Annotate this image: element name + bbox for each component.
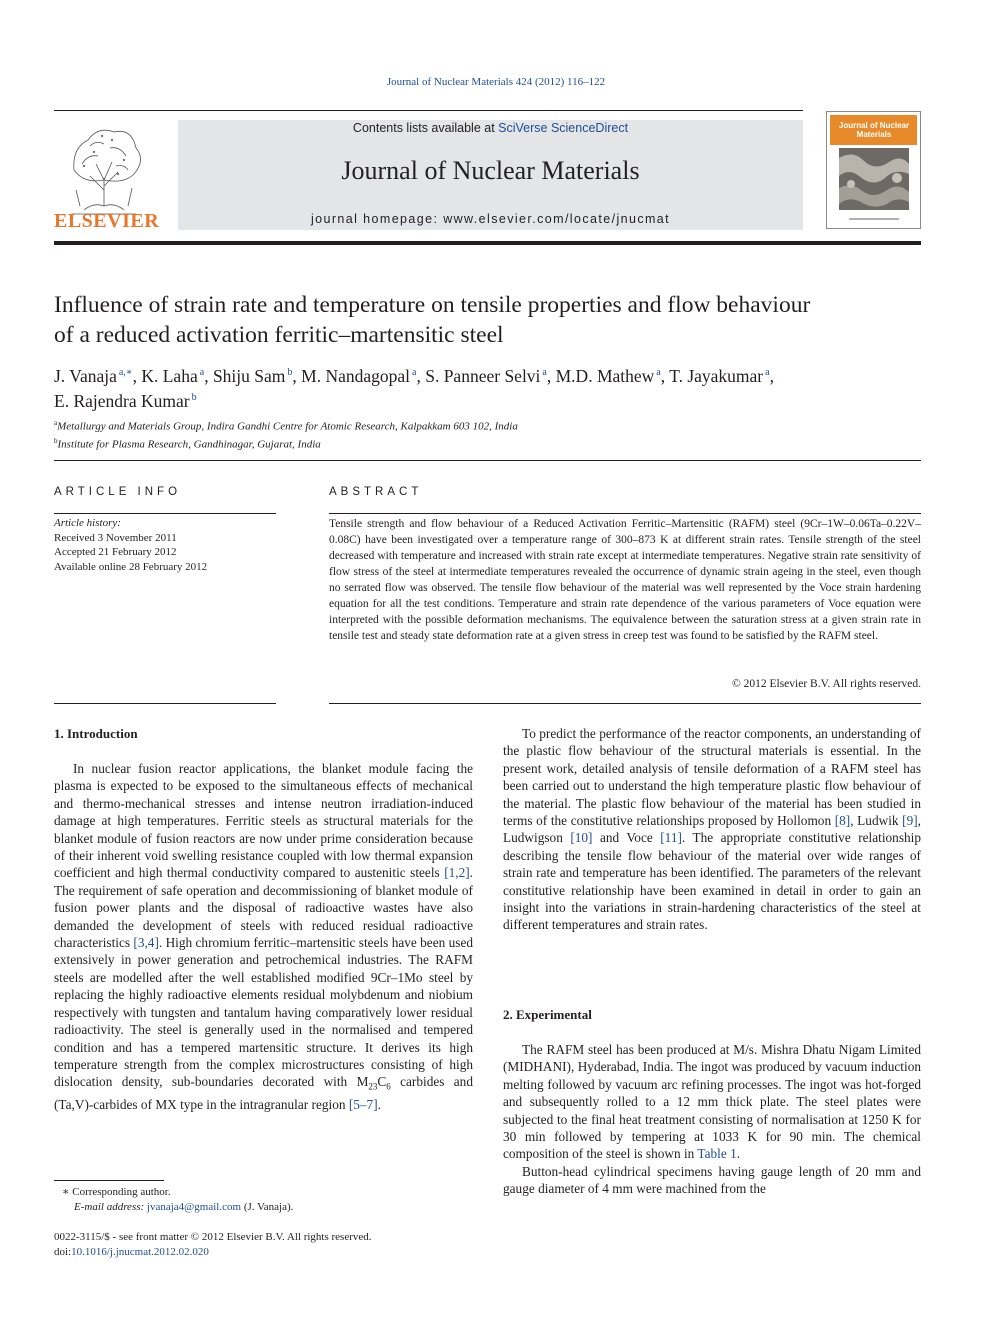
received-date: Received 3 November 2011 bbox=[54, 531, 177, 544]
contents-line bbox=[178, 121, 803, 135]
header-thick-rule bbox=[54, 241, 921, 245]
article-history bbox=[54, 516, 276, 574]
reference-link[interactable]: [9] bbox=[902, 813, 918, 829]
reference-link[interactable]: [11] bbox=[660, 830, 682, 846]
text-run: . The appropriate constitutive relationship describing the tensile flow behaviour of the material over wide ranges of strain rate and temperature has been identified. The parameters of the relevant constitutive relationship have been examined in detail in order to gain an insight into the variations in strain-hardening characteristics of the steel at different temperatures and strain rates. bbox=[503, 830, 921, 933]
email-suffix: (J. Vanaja). bbox=[241, 1201, 294, 1213]
cover-micrograph-image bbox=[839, 148, 909, 210]
text-run: . bbox=[377, 1097, 381, 1113]
doi-line bbox=[54, 1245, 504, 1260]
cover-title: Journal of Nuclear Materials bbox=[838, 121, 910, 139]
author-name[interactable]: J. Vanaja bbox=[54, 365, 117, 386]
affiliation-text: Metallurgy and Materials Group, Indira Gandhi Centre for Atomic Research, Kalpakkam 603 102, India bbox=[57, 420, 518, 433]
author-separator: , bbox=[660, 365, 670, 386]
journal-citation[interactable]: Journal of Nuclear Materials 424 (2012) 116–122 bbox=[386, 76, 606, 88]
text-run: The RAFM steel has been produced at M/s. Mishra Dhatu Nigam Limited (MIDHANI), Hyderabad, India. The ingot was produced by vacuum induction melting followed by vacuum arc refining processes. The ingot was hot-forged and subsequently rolled to a 12 mm thick plate. The steel plates were subjected to the final heat treatment consisting of normalisation at 1250 K for 30 min followed by tempering at 1033 K for 90 min. The chemical composition of the steel is shown in bbox=[503, 1042, 921, 1162]
author-separator: , bbox=[769, 365, 774, 386]
journal-title: Journal of Nuclear Materials bbox=[341, 156, 640, 185]
email-link[interactable]: jvanaja4@gmail.com bbox=[146, 1201, 242, 1213]
intro-paragraph-1 bbox=[54, 760, 473, 1114]
footnote-rule bbox=[54, 1180, 164, 1181]
introduction-body-continued bbox=[503, 725, 921, 934]
footnote bbox=[62, 1185, 472, 1215]
author-separator: , bbox=[546, 365, 556, 386]
accepted-date: Accepted 21 February 2012 bbox=[54, 546, 177, 558]
author-affiliation-marker[interactable]: a bbox=[542, 367, 547, 378]
text-run: carbides and (Ta,V)-carbides of MX type in the intragranular region bbox=[54, 1074, 473, 1113]
affiliation-b bbox=[54, 434, 924, 452]
text-run: . The requirement of safe operation and decommissioning of blanket module of fusion power plants and the disposal of radioactive wastes have also demanded the development of steels with reduced residual radioactive characteristics bbox=[54, 865, 473, 951]
abstract-bottom-rule bbox=[329, 703, 921, 704]
header-rule bbox=[54, 110, 803, 111]
email-line bbox=[62, 1200, 472, 1215]
article-title bbox=[54, 290, 934, 350]
author-name[interactable]: M. Nandagopal bbox=[301, 365, 411, 386]
author-name[interactable]: T. Jayakumar bbox=[669, 365, 764, 386]
author-name[interactable]: S. Panneer Selvi bbox=[425, 365, 541, 386]
text-run: C bbox=[377, 1074, 387, 1090]
text-run: To predict the performance of the reactor components, an understanding of the plastic flow behaviour of the structural materials is essential. In the present work, detailed analysis of tensile deformation of a RAFM steel has been carried out to understand the high temperature plastic flow behaviour of the material. The plastic flow behaviour of the material has been studied in terms of the constitutive relationships proposed by Hollomon bbox=[503, 726, 921, 829]
author-affiliation-marker[interactable]: b bbox=[191, 391, 197, 403]
affiliation-rule bbox=[54, 460, 921, 461]
text-run: and Voce bbox=[592, 830, 661, 846]
experimental-paragraph-2: Button-head cylindrical specimens having gauge length of 20 mm and gauge diameter of 4 mm were machined from the bbox=[503, 1163, 921, 1197]
doi-link[interactable]: 10.1016/j.jnucmat.2012.02.020 bbox=[71, 1246, 209, 1258]
author-separator: , bbox=[132, 365, 142, 386]
reference-link[interactable]: [10] bbox=[570, 830, 593, 846]
author-name[interactable]: Shiju Sam bbox=[212, 365, 286, 386]
subscript: 6 bbox=[386, 1081, 391, 1092]
intro-paragraph-2 bbox=[503, 725, 921, 934]
title-line-2: of a reduced activation ferritic–martensitic steel bbox=[54, 322, 504, 348]
affiliation-a bbox=[54, 416, 924, 434]
doi-label: doi: bbox=[54, 1246, 72, 1258]
author-affiliation-marker[interactable]: a bbox=[656, 367, 661, 378]
reference-link[interactable]: [3,4] bbox=[133, 935, 159, 951]
author-name[interactable]: M.D. Mathew bbox=[555, 365, 655, 386]
experimental-heading: 2. Experimental bbox=[503, 1007, 592, 1022]
author-affiliation-marker[interactable]: a,∗ bbox=[118, 367, 133, 378]
issn-line: 0022-3115/$ - see front matter © 2012 Elsevier B.V. All rights reserved. bbox=[54, 1231, 372, 1243]
contents-prefix: Contents lists available at bbox=[352, 121, 499, 135]
email-label: E-mail address: bbox=[74, 1201, 147, 1213]
front-matter bbox=[54, 1230, 504, 1260]
experimental-paragraph-1 bbox=[503, 1041, 921, 1163]
info-bottom-rule bbox=[54, 703, 276, 704]
affiliation-text: Institute for Plasma Research, Gandhinagar, Gujarat, India bbox=[57, 438, 321, 451]
reference-link[interactable]: [5–7] bbox=[348, 1097, 378, 1113]
reference-link[interactable]: [8] bbox=[834, 813, 851, 829]
experimental-body bbox=[503, 1041, 921, 1198]
author-affiliation-marker[interactable]: a bbox=[199, 367, 205, 378]
author-affiliation-marker[interactable]: a bbox=[765, 367, 770, 378]
journal-homepage[interactable]: journal homepage: www.elsevier.com/locate/jnucmat bbox=[310, 212, 671, 226]
author-separator: , bbox=[292, 365, 302, 386]
text-run: . High chromium ferritic–martensitic steels have been used extensively in power generation and petrochemical industries. The RAFM steels are modelled after the well established modified 9Cr–1Mo steel by replacing the highly radioactive elements residual molybdenum and niobium respectively with tungsten and tantalum having comparatively lower residual radioactivity. The steel is generally used in the normalised and tempered condition and has a tempered martensitic structure. It derives its high temperature strength from the complex microstructures consisting of high dislocation density, sub-boundaries decorated with M bbox=[54, 935, 473, 1090]
author-separator: , bbox=[416, 365, 426, 386]
cover-footer-bar bbox=[849, 218, 899, 220]
history-label: Article history: bbox=[54, 517, 121, 529]
author-list bbox=[54, 362, 934, 412]
journal-cover[interactable] bbox=[826, 111, 921, 229]
article-info-heading: ARTICLE INFO bbox=[54, 486, 182, 498]
author-affiliation-marker[interactable]: a bbox=[412, 367, 417, 378]
affiliations bbox=[54, 416, 924, 451]
author-name[interactable]: K. Laha bbox=[141, 365, 198, 386]
author-affiliation-marker[interactable]: b bbox=[287, 367, 293, 378]
text-run: , Ludwik bbox=[850, 813, 903, 829]
introduction-body bbox=[54, 760, 473, 1114]
sciencedirect-link[interactable]: SciVerse ScienceDirect bbox=[498, 121, 629, 135]
text-run: In nuclear fusion reactor applications, the blanket module facing the plasma is expected to be exposed to the simultaneous effects of mechanical and thermo-mechanical stresses and intense neutron irradiation-induced damage at high temperatures. Ferritic steels as structural materials for the blanket module of fusion reactors are now under prime consideration because of their inherent void swelling resistance coupled with low thermal expansion coefficient and high thermal conductivity compared to austenitic steels bbox=[54, 761, 473, 881]
online-date: Available online 28 February 2012 bbox=[54, 560, 208, 573]
abstract-text: Tensile strength and flow behaviour of a Reduced Activation Ferritic–Martensitic (RAFM) steel (9Cr–1W–0.06Ta–0.22V–0.08C) have been investigated over a temperature range of 300–873 K at different strain rates. Tensile strength of the steel decreased with temperature and increased with strain rate except at intermediate temperatures. Negative strain rate sensitivity of flow stress of the steel at intermediate temperatures revealed the occurrence of dynamic strain ageing in the steel, even though no serrated flow was observed. The tensile flow behaviour of the material was well represented by the Voce strain hardening equation for all the test conditions. Temperature and strain rate dependence of the various parameters of Voce equation were interpreted with the possible deformation mechanisms. The equivalence between the saturation stress at a given strain rate in tensile test and steady state deformation rate at a given stress in creep test was found to be satisfied by the RAFM steel. bbox=[329, 518, 921, 642]
reference-link[interactable]: [1,2] bbox=[444, 865, 470, 881]
author-separator: , bbox=[204, 365, 213, 386]
affiliation-marker: b bbox=[54, 436, 58, 445]
text-run: , Ludwigson bbox=[503, 813, 921, 846]
elsevier-wordmark: ELSEVIER bbox=[54, 210, 160, 232]
table-reference-link[interactable]: Table 1 bbox=[697, 1146, 737, 1162]
title-line-1: Influence of strain rate and temperature on tensile properties and flow behaviour bbox=[54, 292, 811, 318]
article-info-rule bbox=[54, 513, 276, 514]
abstract-heading: ABSTRACT bbox=[329, 486, 423, 498]
corresponding-author: ∗ Corresponding author. bbox=[62, 1186, 171, 1198]
abstract-rule bbox=[329, 513, 921, 514]
introduction-heading: 1. Introduction bbox=[54, 726, 138, 741]
affiliation-marker: a bbox=[54, 419, 58, 427]
subscript: 23 bbox=[368, 1081, 378, 1092]
text-run: . bbox=[736, 1146, 741, 1162]
abstract-copyright: © 2012 Elsevier B.V. All rights reserved. bbox=[732, 678, 921, 690]
author-name[interactable]: E. Rajendra Kumar bbox=[54, 390, 190, 411]
